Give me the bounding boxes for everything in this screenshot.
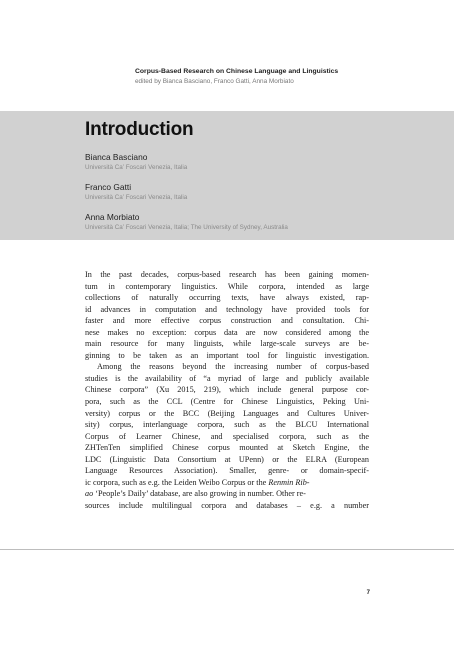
author-name: Franco Gatti [85,182,132,192]
book-title: Corpus-Based Research on Chinese Language and Linguistics [135,68,339,75]
body-line-text: ic corpora, such as e.g. the Leiden Weibo Corpus or the [85,477,267,487]
body-line-text: ‘People’s Daily’ database, are also growing in number. Other re- [93,489,306,499]
body-line: collections of naturally occurring texts, have always existed, rap- [85,293,369,303]
body-line: sources include multilingual corpora and databases – e.g. a number [85,500,369,510]
body-line: studies is the availability of “a myriad of large and publicly available [85,373,369,383]
footer-divider [0,549,454,550]
italic-term: ao [85,489,94,499]
body-line: Language Resources Association). Smaller, genre- or domain-specif- [85,466,369,476]
body-line: tum in contemporary linguistics. While corpora, intended as large [85,281,369,291]
body-line: LDC (Linguistic Data Consortium at UPenn) or the ELRA (European [85,454,369,464]
body-line: id advances in computation and technology have provided tools for [85,304,369,314]
body-line: Corpus of Learner Chinese, and specialised corpora, such as the [85,431,369,441]
author-affiliation: Università Ca’ Foscari Venezia, Italia [85,194,188,201]
chapter-title: Introduction [85,119,194,140]
author-block [85,152,415,172]
running-header [135,67,415,87]
body-line: sity) corpus, interlanguage corpora, such as the BLCU International [85,420,369,430]
body-line: ginning to be taken as an important tool for linguistic investigation. [85,350,369,360]
author-block [85,212,415,232]
book-editors: edited by Bianca Basciano, Franco Gatti, Anna Morbiato [135,78,294,85]
body-line [85,477,369,489]
author-block [85,182,415,202]
body-line: versity) corpus or the BCC (Beijing Languages and Cultures Univer- [85,408,369,418]
author-affiliation: Università Ca’ Foscari Venezia, Italia; The University of Sydney, Australia [85,224,288,231]
body-line [85,488,369,500]
body-line: Among the reasons beyond the increasing number of corpus-based [97,362,369,372]
body-line: Chinese corpora” (Xu 2015, 219), which include general purpose cor- [85,385,369,395]
body-line: main resource for many linguists, while large-scale surveys are be- [85,339,369,349]
page-number: 7 [366,590,370,596]
author-affiliation: Università Ca’ Foscari Venezia, Italia [85,164,188,171]
body-line: nese makes no exception: corpus data are now considered among the [85,327,369,337]
author-name: Bianca Basciano [85,152,148,162]
body-text [85,269,369,511]
italic-term: Renmin Rib- [268,477,310,487]
body-line: In the past decades, corpus-based research has been gaining momen- [85,270,369,279]
author-name: Anna Morbiato [85,212,140,222]
body-line: faster and more effective corpus construction and consultation. Chi- [85,316,369,326]
body-line: pora, such as the CCL (Centre for Chinese Linguistics, Peking Uni- [85,397,369,407]
body-line: ZHTenTen simplified Chinese corpus mounted at Sketch Engine, the [85,443,369,453]
